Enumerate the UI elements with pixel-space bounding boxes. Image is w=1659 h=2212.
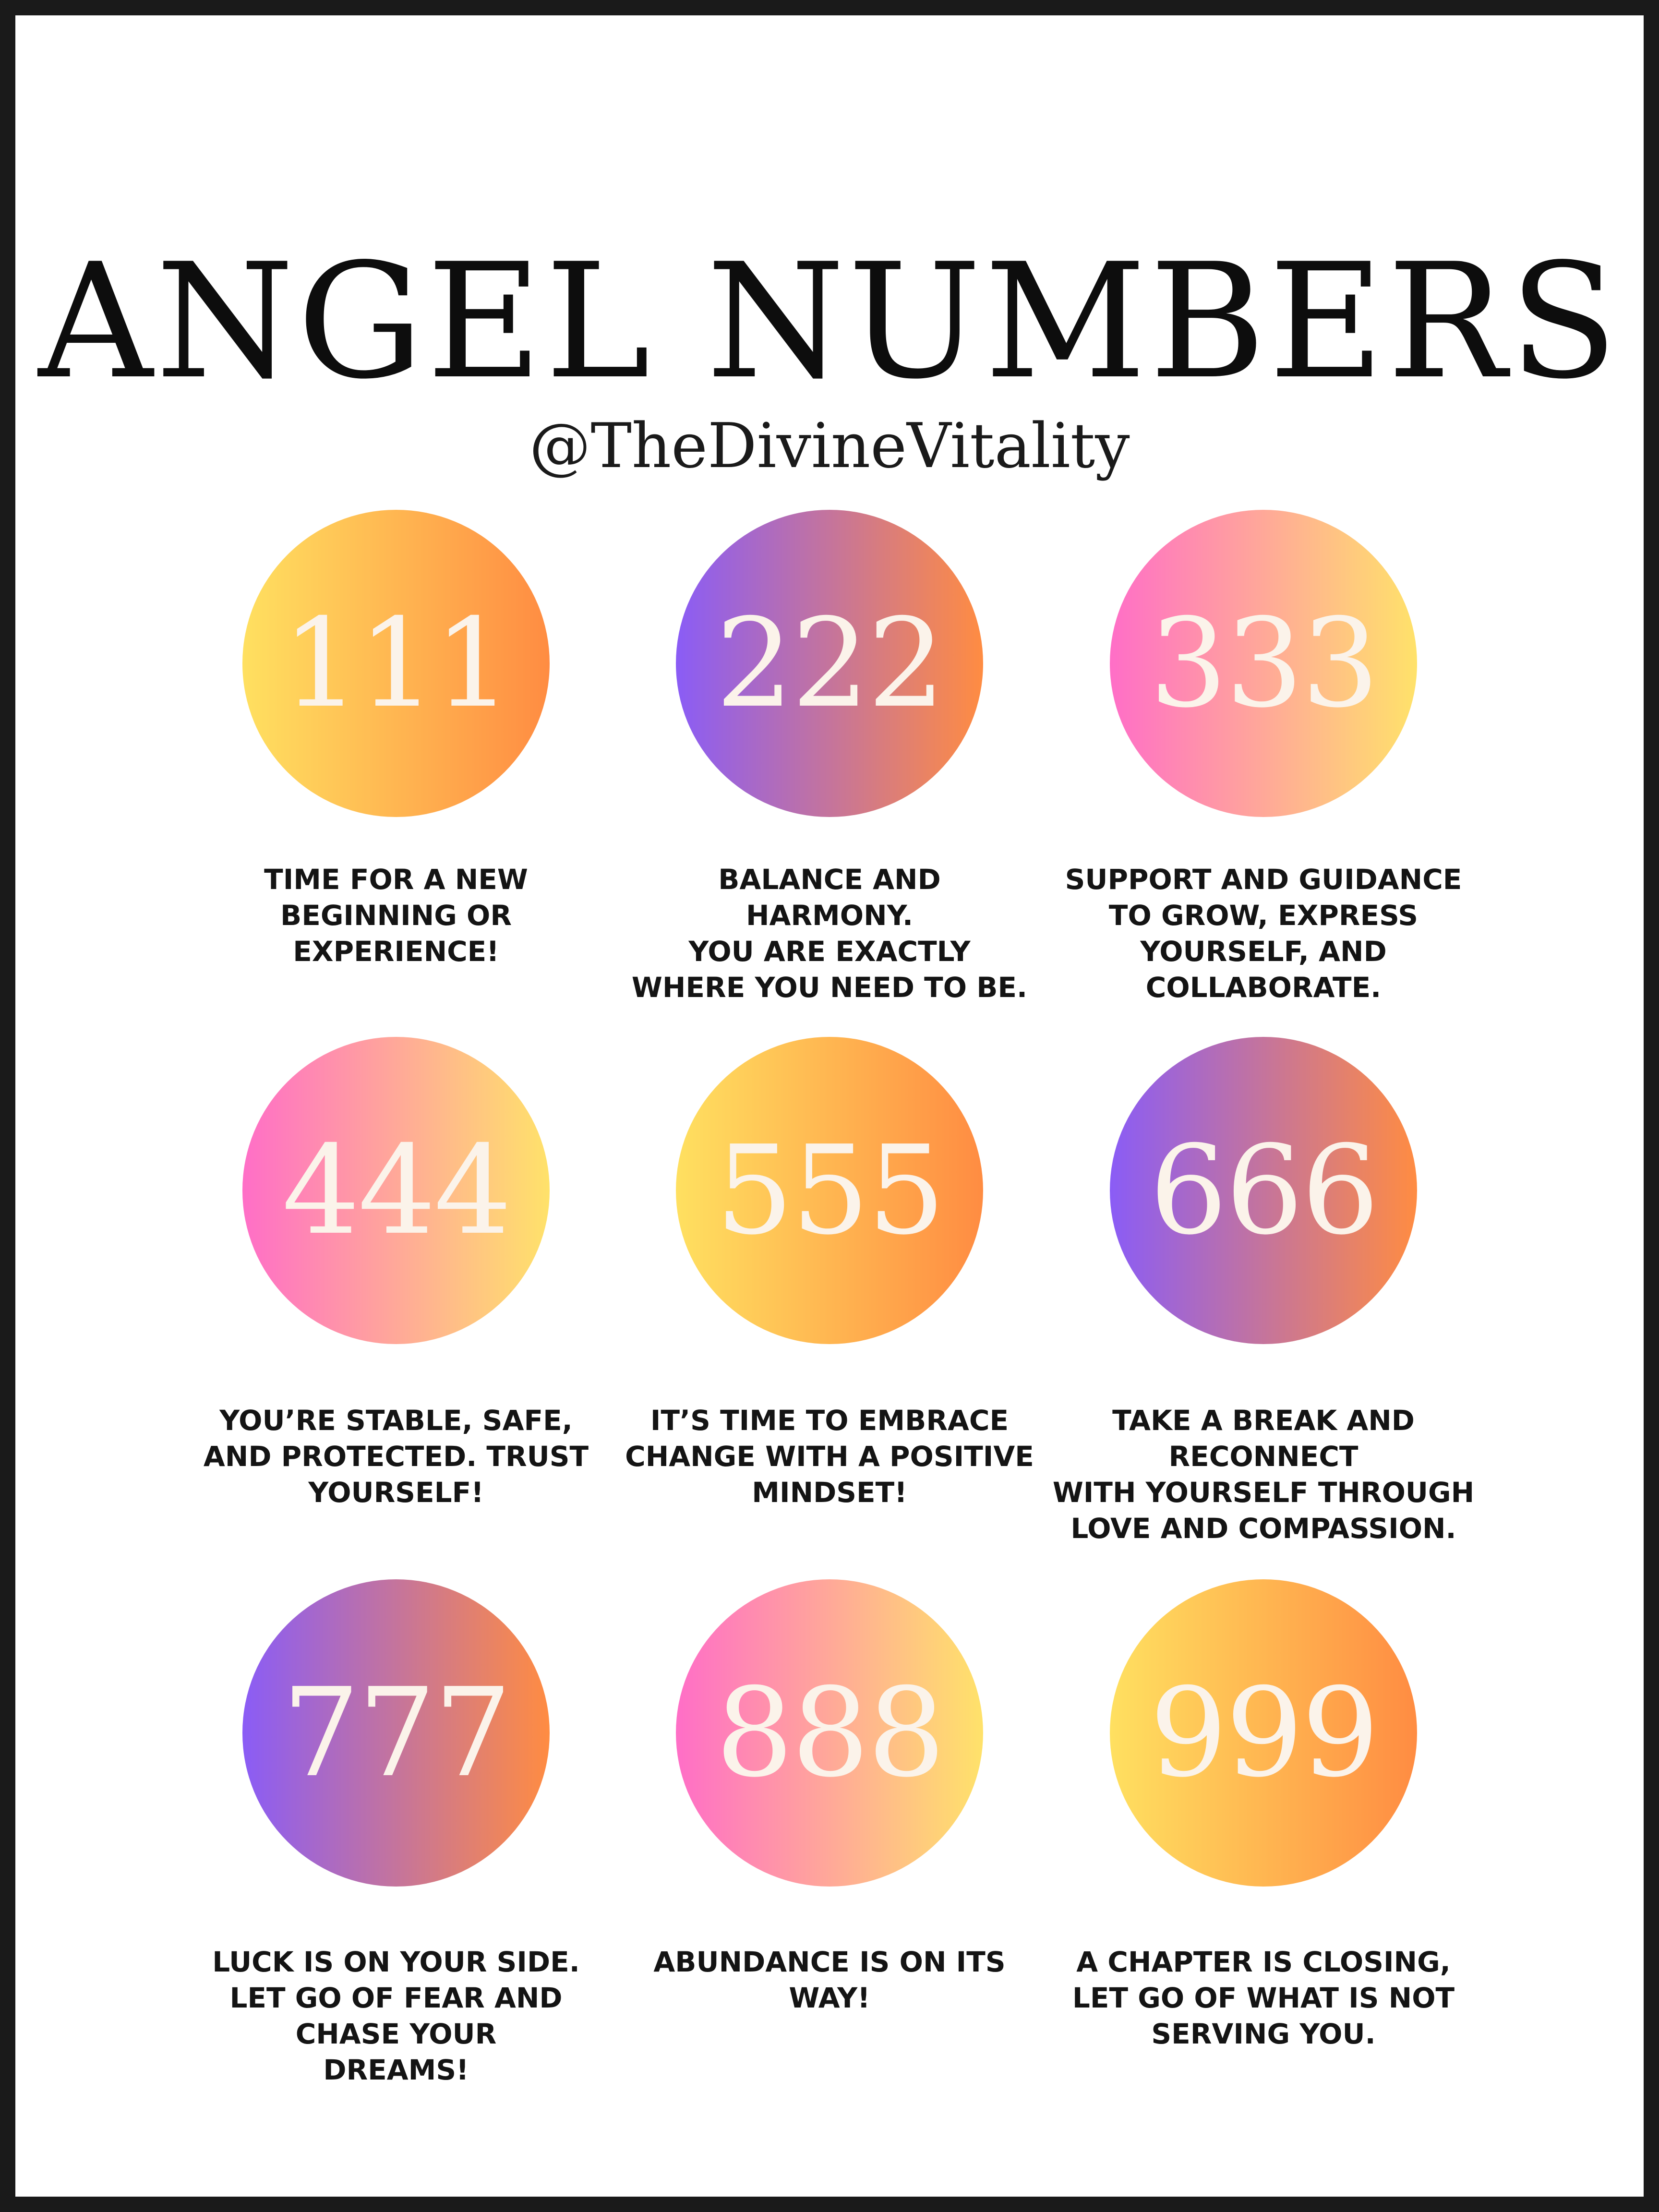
angel-number-circle-777: [242, 1579, 550, 1887]
angel-number-description-222: BALANCE AND HARMONY. YOU ARE EXACTLY WHERE YOU NEED TO BE.: [631, 863, 1028, 1004]
angel-number-222: 222: [715, 592, 944, 735]
angel-number-555: 555: [715, 1119, 944, 1262]
angel-number-circle-555: [676, 1037, 983, 1344]
angel-number-description-111: TIME FOR A NEW BEGINNING OR EXPERIENCE!: [264, 863, 528, 968]
angel-number-description-777: LUCK IS ON YOUR SIDE. LET GO OF FEAR AND CHASE YOUR DREAMS!: [212, 1946, 580, 2086]
angel-number-description-333: SUPPORT AND GUIDANCE TO GROW, EXPRESS YOURSELF, AND COLLABORATE.: [1065, 863, 1462, 1004]
angel-number-888: 888: [715, 1661, 944, 1804]
angel-number-description-888: ABUNDANCE IS ON ITS WAY!: [653, 1946, 1006, 2014]
angel-number-description-444: YOU’RE STABLE, SAFE, AND PROTECTED. TRUST YOURSELF!: [203, 1404, 589, 1509]
angel-number-666: 666: [1149, 1119, 1378, 1262]
angel-number-333: 333: [1149, 592, 1378, 735]
angel-number-444: 444: [282, 1119, 510, 1262]
angel-number-description-666: TAKE A BREAK AND RECONNECT WITH YOURSELF THROUGH LOVE AND COMPASSION.: [1052, 1404, 1475, 1545]
angel-number-circle-222: [676, 510, 983, 817]
angel-number-circle-888: [676, 1579, 983, 1887]
angel-number-circle-444: [242, 1037, 550, 1344]
page-title: ANGEL NUMBERS: [38, 229, 1621, 414]
angel-number-circle-111: [242, 510, 550, 817]
angel-number-999: 999: [1149, 1661, 1378, 1804]
angel-number-circle-999: [1110, 1579, 1417, 1887]
angel-number-777: 777: [282, 1661, 510, 1804]
angel-number-circle-333: [1110, 510, 1417, 817]
angel-number-111: 111: [282, 592, 510, 735]
angel-number-description-555: IT’S TIME TO EMBRACE CHANGE WITH A POSITIVE MINDSET!: [625, 1404, 1034, 1509]
author-handle: @TheDivineVitality: [529, 410, 1130, 482]
angel-number-description-999: A CHAPTER IS CLOSING, LET GO OF WHAT IS NOT SERVING YOU.: [1072, 1946, 1455, 2050]
angel-number-circle-666: [1110, 1037, 1417, 1344]
